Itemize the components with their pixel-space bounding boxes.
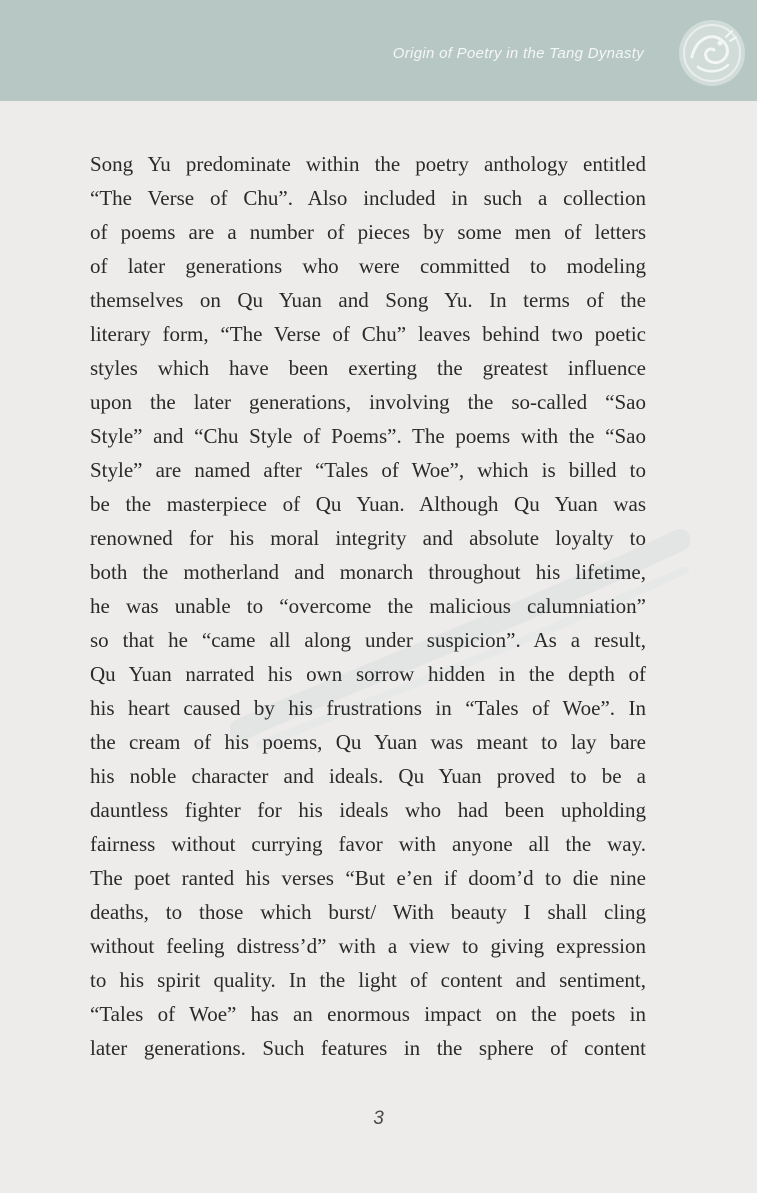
running-title: Origin of Poetry in the Tang Dynasty (392, 45, 644, 62)
text-line: Style” are named after “Tales of Woe”, which is billed to (90, 458, 646, 482)
text-line: fairness without currying favor with anyone all the way. (90, 832, 646, 856)
header-band (0, 0, 757, 101)
text-line: the cream of his poems, Qu Yuan was meant to lay bare (90, 730, 646, 754)
text-line: to his spirit quality. In the light of content and sentiment, (90, 968, 646, 992)
text-line: “Tales of Woe” has an enormous impact on the poets in (90, 1002, 646, 1026)
page-number: 3 (373, 1108, 384, 1129)
text-line: upon the later generations, involving the so-called “Sao (90, 390, 646, 414)
text-line: themselves on Qu Yuan and Song Yu. In terms of the (90, 288, 646, 312)
text-line: styles which have been exerting the greatest influence (90, 356, 646, 380)
text-line: later generations. Such features in the sphere of content (90, 1036, 646, 1060)
body-text (90, 147, 646, 1065)
text-line: Song Yu predominate within the poetry anthology entitled (90, 152, 646, 176)
text-line: renowned for his moral integrity and absolute loyalty to (90, 526, 646, 550)
text-line: so that he “came all along under suspicion”. As a result, (90, 628, 646, 652)
text-line: of poems are a number of pieces by some men of letters (90, 220, 646, 244)
text-line: Qu Yuan narrated his own sorrow hidden in the depth of (90, 662, 646, 686)
text-line: “The Verse of Chu”. Also included in such a collection (90, 186, 646, 210)
text-line: without feeling distress’d” with a view to giving expression (90, 934, 646, 958)
dragon-medallion-icon (676, 17, 748, 89)
text-line: literary form, “The Verse of Chu” leaves behind two poetic (90, 322, 646, 346)
text-line: deaths, to those which burst/ With beauty I shall cling (90, 900, 646, 924)
text-line: both the motherland and monarch throughout his lifetime, (90, 560, 646, 584)
text-line: of later generations who were committed to modeling (90, 254, 646, 278)
text-line: he was unable to “overcome the malicious calumniation” (90, 594, 646, 618)
text-line: his noble character and ideals. Qu Yuan proved to be a (90, 764, 646, 788)
text-line: be the masterpiece of Qu Yuan. Although Qu Yuan was (90, 492, 646, 516)
text-line: Style” and “Chu Style of Poems”. The poems with the “Sao (90, 424, 646, 448)
text-line: The poet ranted his verses “But e’en if doom’d to die nine (90, 866, 646, 890)
text-line: his heart caused by his frustrations in “Tales of Woe”. In (90, 696, 646, 720)
text-line: dauntless fighter for his ideals who had been upholding (90, 798, 646, 822)
